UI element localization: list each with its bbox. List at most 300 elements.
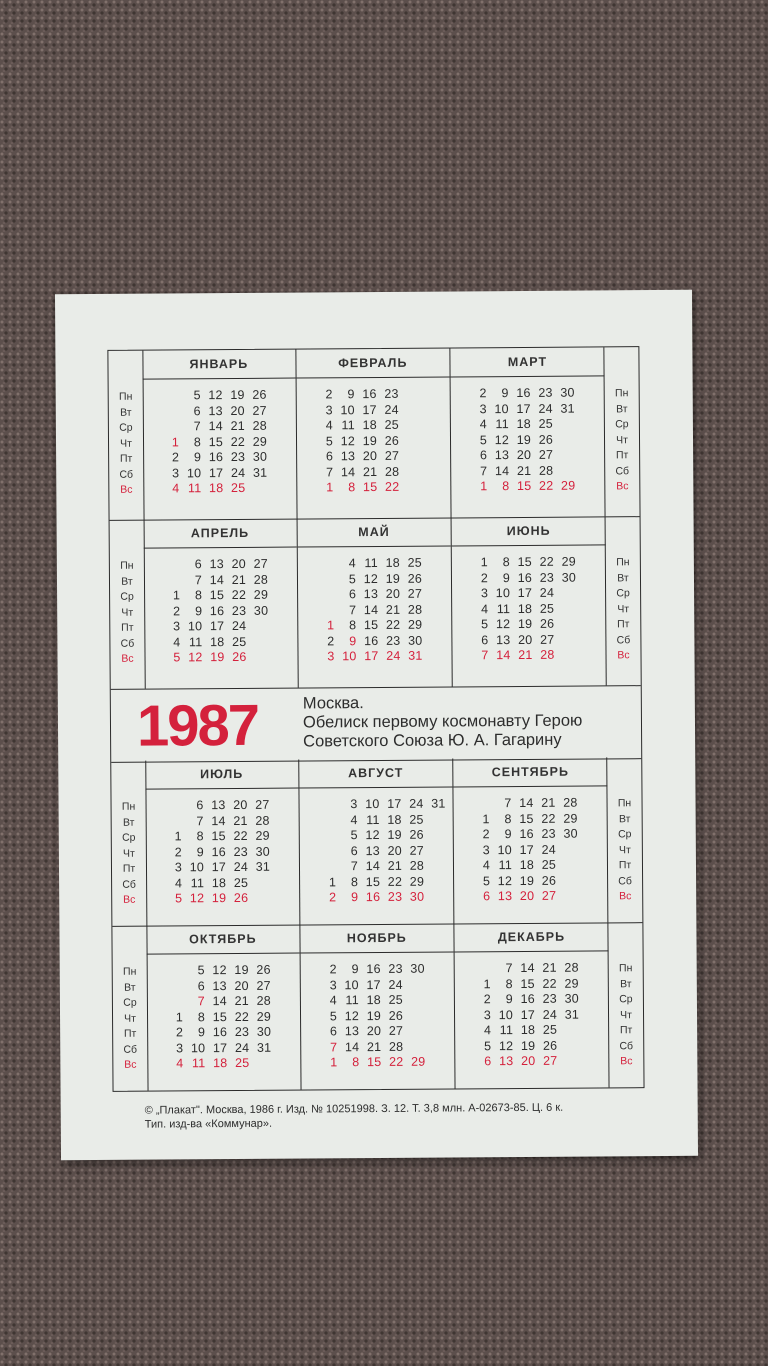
calendar-day: 1 [480,479,488,494]
calendar-day: 7 [348,602,357,617]
calendar-day: 19 [517,616,533,632]
calendar-day: 8 [502,479,510,494]
calendar-day: 23 [539,570,555,585]
week-row [160,860,292,876]
calendar-day: 9 [347,387,355,402]
calendar-day: 4 [325,418,333,433]
calendar-day: 4 [174,875,183,890]
calendar-day: 25 [232,634,247,649]
calendar-day: 27 [407,586,423,601]
week-row [314,890,446,906]
calendar-day: 30 [410,961,425,976]
calendar-day: 12 [188,650,203,665]
calendar-day: 1 [330,1055,338,1070]
month-name: ИЮНЬ [452,516,606,546]
week-row [466,554,598,570]
week-row [469,976,601,992]
calendar-day: 10 [189,860,205,875]
calendar-day: 11 [187,481,202,496]
weekday-label: Пт [618,859,632,872]
month-11 [300,923,455,1089]
publisher-imprint [145,1100,685,1132]
week-row [311,418,443,434]
calendar-day: 15 [519,811,534,826]
calendar-day: 17 [387,796,402,811]
calendar-day: 21 [233,813,248,828]
week-row [161,978,293,994]
calendar-day: 21 [542,960,557,975]
calendar-day: 6 [197,978,205,993]
calendar-day: 25 [384,417,399,432]
month-name: АПРЕЛЬ [144,519,297,549]
calendar-day: 14 [208,419,223,434]
weekday-column-right [606,757,642,922]
calendar-day: 18 [516,416,531,432]
week-row [469,1053,601,1069]
calendar-day: 13 [363,586,379,602]
week-row [311,464,443,480]
calendar-day: 23 [542,991,557,1006]
calendar-day: 18 [385,555,400,570]
calendar-day: 3 [174,860,183,875]
calendar-day: 24 [386,648,401,663]
calendar-day: 9 [501,386,509,401]
calendar-day: 12 [212,963,227,978]
month-name: НОЯБРЬ [300,923,453,953]
calendar-day: 28 [540,647,555,662]
weekday-label: Вс [616,480,629,493]
calendar-day: 13 [497,889,513,904]
month-5 [298,517,453,687]
calendar-day: 30 [252,449,268,464]
calendar-day: 20 [385,586,401,601]
calendar-day: 28 [256,993,271,1008]
month-12 [454,922,609,1088]
calendar-day: 21 [230,418,245,434]
weekday-label: Ср [122,831,136,844]
week-row [312,633,444,649]
calendar-day: 30 [255,844,270,859]
calendar-day: 26 [538,432,554,447]
calendar-day: 7 [330,1039,338,1054]
calendar-day: 5 [481,617,489,632]
calendar-day: 14 [209,572,225,587]
calendar-day: 9 [197,1025,206,1040]
weekday-column-right [603,347,639,516]
calendar-day: 4 [350,812,358,827]
weekday-column-left [112,926,148,1091]
calendar-day: 4 [479,417,487,432]
calendar-day: 5 [350,828,358,843]
calendar-day: 23 [386,633,401,648]
week-row [314,828,446,844]
week-row [315,977,447,993]
weekday-label: Ср [120,590,134,603]
calendar-day: 20 [516,447,532,463]
calendar-day: 25 [234,1055,250,1070]
calendar-day: 2 [327,633,335,648]
week-row [312,649,444,665]
calendar-day: 7 [481,648,489,663]
calendar-day: 19 [366,1008,382,1023]
calendar-day: 8 [504,811,512,826]
calendar-day: 9 [350,890,359,905]
calendar-day: 8 [502,555,510,570]
calendar-day: 9 [351,962,359,977]
month-name: ФЕВРАЛЬ [296,348,449,378]
calendar-day: 11 [499,1023,514,1038]
calendar-day: 7 [197,994,205,1009]
calendar-day: 30 [256,1024,272,1039]
weekday-label: Чт [617,602,630,615]
calendar-day: 10 [495,586,511,601]
calendar-day: 5 [197,963,205,978]
week-row [157,434,289,450]
week-row [312,556,444,572]
month-name: ИЮЛЬ [145,760,298,790]
calendar-day: 28 [384,464,400,479]
week-row [314,797,446,813]
calendar-day: 17 [519,842,534,857]
calendar-day: 23 [388,961,403,976]
calendar-day: 2 [172,603,181,618]
calendar-day: 31 [255,859,271,874]
calendar-day: 30 [564,991,579,1006]
weekday-label: Пт [615,449,629,462]
calendar-day: 20 [366,1023,382,1039]
calendar-day: 15 [208,434,224,449]
calendar-day: 4 [483,1023,492,1038]
calendar-day: 11 [364,555,378,571]
calendar-day: 15 [365,874,381,889]
calendar-day: 16 [366,961,381,977]
calendar-day: 17 [366,977,381,992]
week-row [315,993,447,1009]
calendar-day: 24 [539,585,555,600]
calendar-day: 29 [407,617,423,632]
calendar-day: 10 [494,401,509,416]
calendar-day: 20 [518,632,533,647]
calendar-day: 17 [364,648,379,664]
calendar-day: 23 [541,826,556,841]
calendar-day: 4 [173,634,181,649]
month-name: ЯНВАРЬ [142,350,295,380]
calendar-day: 21 [385,602,401,617]
week-row [157,481,289,497]
caption-line-1: Москва. [302,694,364,713]
calendar-day: 18 [212,1056,228,1071]
calendar-day: 27 [409,843,424,858]
calendar-day: 18 [210,634,225,649]
calendar-day: 10 [365,796,380,812]
calendar-day: 15 [212,1009,228,1024]
weekday-label: Пн [120,559,134,572]
calendar-day: 2 [174,844,182,859]
calendar-day: 14 [520,960,535,976]
calendar-day: 6 [325,449,334,464]
calendar-day: 4 [480,601,489,616]
calendar-day: 19 [520,1038,536,1053]
week-row [312,587,444,603]
week-row [160,844,292,860]
calendar-day: 2 [329,962,337,977]
calendar-day: 11 [341,418,355,433]
calendar-day: 6 [193,403,201,418]
weekday-label: Пт [617,618,630,631]
calendar-day: 21 [516,463,532,478]
calendar-day: 2 [325,387,333,402]
calendar-day: 1 [327,618,335,633]
week-row [315,1008,447,1024]
calendar-day: 29 [561,554,576,569]
calendar-day: 7 [194,572,203,587]
week-row [157,465,289,481]
first-half-year [108,347,640,689]
calendar-day: 26 [542,1038,558,1053]
calendar-day: 15 [209,588,225,603]
calendar-day: 1 [482,811,490,826]
calendar-day: 5 [175,891,183,906]
weekday-label: Пт [619,1024,633,1037]
weekday-label: Вт [121,575,133,588]
calendar-day: 5 [325,433,334,448]
calendar-day: 29 [409,874,425,889]
calendar-day: 29 [410,1054,426,1069]
calendar-day: 7 [504,796,512,811]
week-row [315,1039,447,1055]
calendar-day: 10 [187,619,203,634]
weekday-label: Пт [119,452,133,465]
weekday-column-left [108,351,144,520]
calendar-day: 19 [516,432,532,447]
calendar-day: 6 [196,798,204,813]
week-row [466,616,598,632]
weekday-label: Вс [620,1055,633,1068]
calendar-day: 22 [230,434,246,449]
calendar-day: 13 [208,403,223,418]
calendar-day: 21 [234,993,249,1008]
calendar-day: 18 [211,875,227,890]
weekday-label: Чт [620,1008,632,1021]
calendar-day: 1 [328,874,337,889]
week-row [160,875,292,891]
calendar-day: 25 [541,857,557,872]
calendar-day: 29 [256,1009,272,1024]
calendar-day: 9 [196,844,204,859]
calendar-day: 22 [541,811,556,826]
calendar-day: 21 [231,572,247,587]
week-row [314,812,446,828]
imprint-line-2: Тип. изд-ва «Коммунар». [144,1117,273,1131]
calendar-day: 6 [194,557,202,572]
month-name: АВГУСТ [299,758,452,788]
calendar-day: 19 [519,873,535,888]
calendar-day: 25 [230,480,246,496]
week-row [466,601,598,617]
week-row [466,647,598,663]
calendar-day: 31 [252,465,268,480]
week-row [158,650,290,666]
calendar-day: 3 [482,842,490,857]
calendar-day: 20 [230,403,245,418]
weekday-label: Сб [616,633,631,646]
calendar-day: 30 [253,603,269,618]
calendar-day: 15 [517,554,532,570]
calendar-day: 24 [538,401,553,416]
calendar-day: 26 [233,890,249,905]
week-row [157,403,289,419]
month-10 [146,925,301,1091]
calendar-day: 15 [363,617,379,633]
calendar-day: 14 [519,795,534,811]
weekday-label: Пн [118,390,133,403]
calendar-day: 16 [209,603,225,618]
weekday-label: Вт [617,571,629,584]
calendar-day: 12 [363,571,379,586]
calendar-day: 3 [176,1040,184,1055]
calendar-day: 3 [327,649,335,664]
calendar-day: 18 [208,481,224,496]
weekday-label: Пн [618,962,633,975]
calendar-day: 28 [563,795,578,810]
calendar-day: 11 [188,634,203,649]
week-row [157,419,289,435]
photo-caption [303,692,638,751]
calendar-day: 29 [252,434,268,449]
calendar-day: 29 [253,587,269,602]
week-row [161,1009,293,1025]
week-row [311,449,443,465]
calendar-day: 10 [342,649,357,664]
calendar-day: 10 [340,402,355,417]
calendar-day: 11 [495,417,509,432]
week-row [315,1024,447,1040]
calendar-day: 12 [340,433,356,448]
calendar-day: 27 [252,403,267,418]
calendar-day: 18 [520,1022,536,1037]
calendar-day: 8 [352,1055,360,1070]
calendar-day: 17 [209,619,225,634]
calendar-day: 2 [175,1025,184,1040]
calendar-day: 21 [387,858,403,873]
calendar-day: 3 [173,619,181,634]
calendar-day: 12 [498,1038,514,1053]
calendar-day: 11 [190,875,205,890]
calendar-day: 10 [498,1007,514,1022]
calendar-day: 2 [480,570,489,585]
calendar-day: 29 [563,811,578,826]
weekday-label: Вс [619,890,632,903]
calendar-day: 3 [329,977,337,992]
calendar-day: 26 [256,962,271,977]
month-name: ОКТЯБРЬ [146,925,299,955]
calendar-day: 16 [516,385,531,401]
calendar-day: 27 [540,632,555,647]
weekday-label: Пт [122,862,136,875]
calendar-day: 11 [366,812,380,827]
weekday-label: Чт [120,437,132,450]
week-row [465,478,597,494]
calendar-day: 30 [563,826,578,841]
weekday-label: Вс [617,649,630,662]
weekday-column-right [607,922,643,1087]
calendar-day: 30 [408,633,423,648]
week-row [469,1038,601,1054]
calendar-day: 3 [480,586,489,601]
calendar-day: 27 [538,447,554,462]
calendar-day: 31 [431,796,446,811]
weekday-label: Пт [121,621,134,634]
calendar-day: 26 [388,1008,404,1023]
month-4 [144,519,299,689]
week-row [469,1007,601,1023]
calendar-day: 15 [211,829,226,844]
week-row [466,570,598,586]
calendar-day: 3 [172,465,180,480]
calendar-day: 30 [409,889,425,904]
week-row [158,603,290,619]
calendar-day: 12 [497,873,513,888]
week-row [158,572,290,588]
calendar-day: 19 [234,962,249,977]
calendar-day: 29 [560,478,576,493]
calendar-day: 10 [186,465,202,480]
weekday-label: Сб [122,878,136,891]
caption-line-3: Советского Союза Ю. А. Гагарину [303,730,562,751]
calendar-day: 23 [538,385,553,400]
calendar-day: 22 [387,874,403,889]
weekday-label: Сб [615,464,630,477]
calendar-day: 15 [520,976,535,991]
calendar-day: 25 [542,1022,558,1037]
calendar-day: 8 [197,1009,206,1024]
calendar-day: 23 [387,889,403,904]
calendar-day: 27 [255,797,270,812]
weekday-label: Вс [124,1058,137,1071]
week-row [465,401,597,417]
calendar-day: 31 [564,1007,580,1022]
week-row [315,962,447,978]
calendar-day: 29 [564,976,579,991]
calendar-day: 22 [542,976,557,991]
weekday-label: Ср [123,996,137,1009]
imprint-line-1: © „Плакат". Москва, 1986 г. Изд. № 10251998. З. 12. Т. 3,8 млн. А-02673-85. Ц. 6 к. [144,1101,564,1117]
calendar-day: 12 [494,432,510,447]
weekday-label: Ср [119,421,133,434]
calendar-day: 4 [329,993,337,1008]
calendar-day: 18 [519,857,535,873]
weekday-label: Чт [616,433,628,446]
calendar-day: 6 [350,843,358,858]
weekday-label: Вт [120,406,132,419]
calendar-day: 2 [171,450,180,465]
week-row [160,798,292,814]
calendar-day: 25 [538,416,553,431]
weekday-label: Пн [614,387,629,400]
calendar-day: 4 [348,556,356,571]
calendar-day: 1 [483,976,491,991]
calendar-day: 23 [384,386,399,401]
calendar-day: 25 [539,601,555,616]
calendar-day: 3 [325,402,333,417]
calendar-day: 17 [362,402,377,417]
calendar-day: 26 [409,827,424,842]
calendar-day: 7 [193,419,201,434]
week-row [157,450,289,466]
calendar-day: 14 [340,464,356,479]
calendar-day: 13 [365,843,380,858]
month-name: МАРТ [450,347,604,377]
